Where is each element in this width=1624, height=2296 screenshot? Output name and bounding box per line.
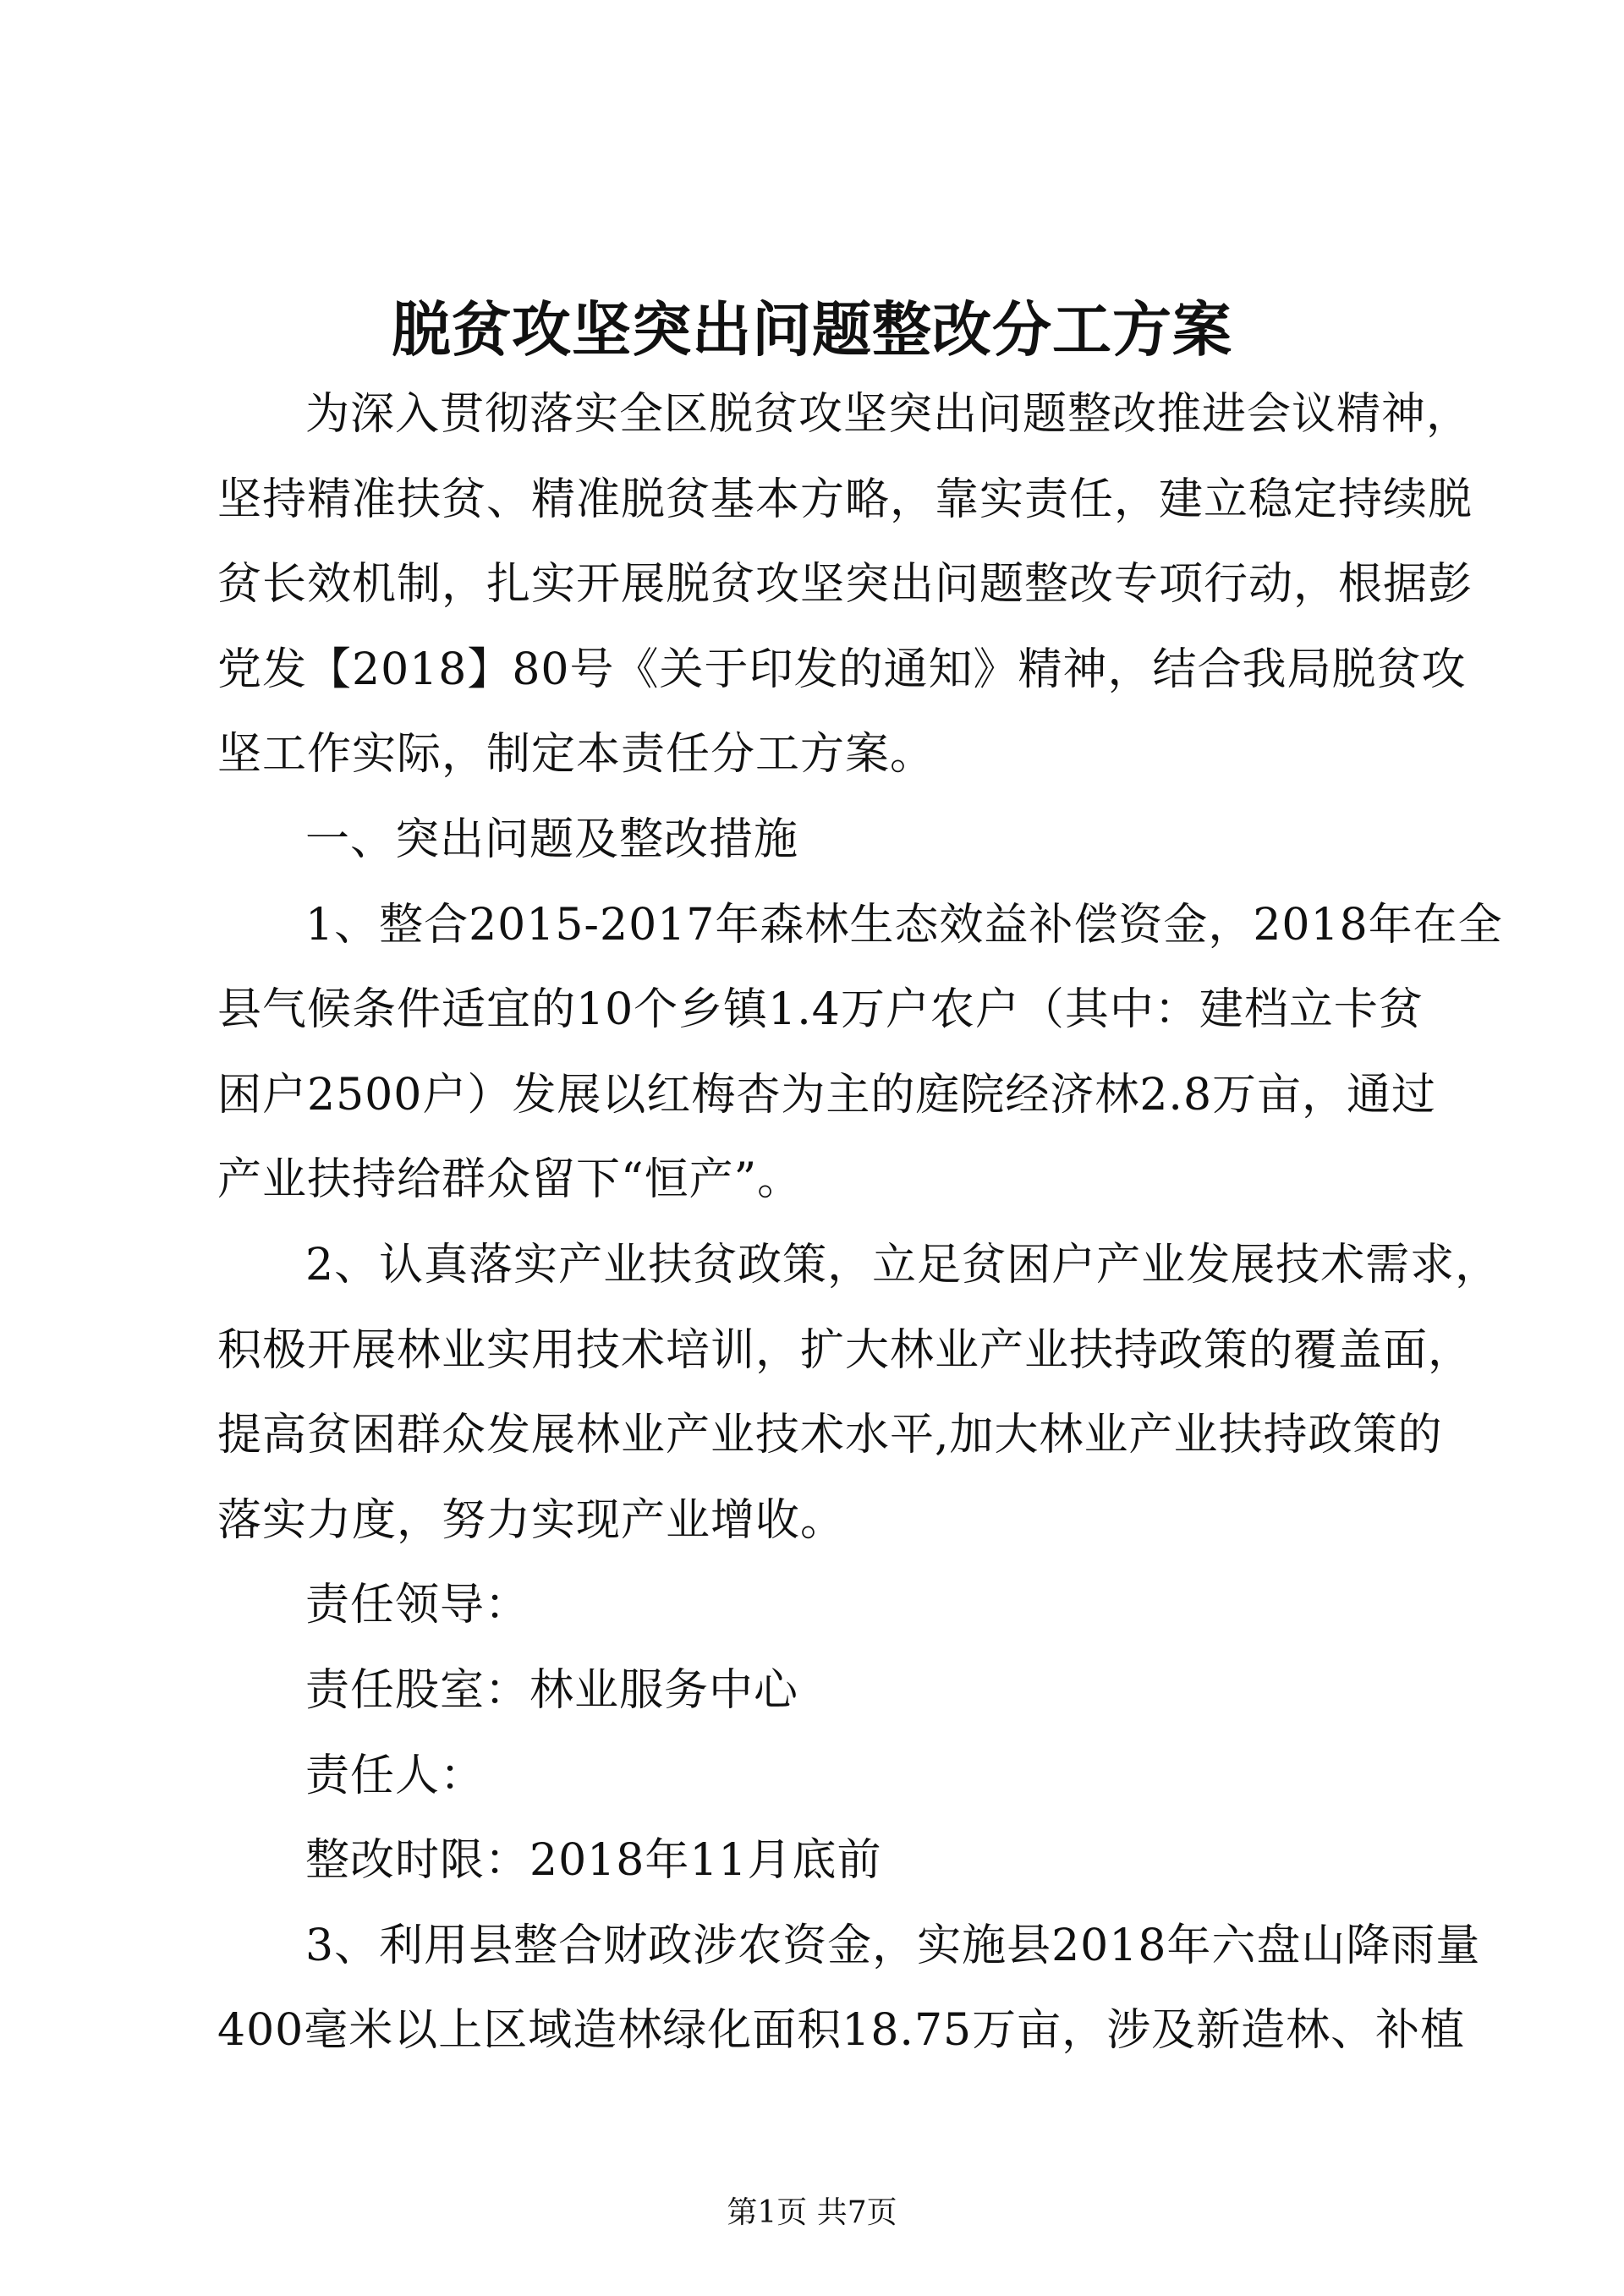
paragraph-line: 坚持精准扶贫、精准脱贫基本方略，靠实责任，建立稳定持续脱 (217, 474, 1473, 525)
paragraph-line: 落实力度，努力实现产业增收。 (217, 1494, 846, 1546)
section-heading: 一、突出问题及整改措施 (305, 814, 799, 865)
paragraph-line: 为深入贯彻落实全区脱贫攻坚突出问题整改推进会议精神， (305, 389, 1472, 440)
document-body (217, 372, 1503, 2074)
paragraph-line: 1、整合2015-2017年森林生态效益补偿资金，2018年在全 (305, 899, 1503, 951)
paragraph-line: 贫长效机制，扎实开展脱贫攻坚突出问题整改专项行动，根据彭 (217, 559, 1473, 611)
paragraph-line: 党发【2018】80号《关于印发的通知》精神，结合我局脱贫攻 (217, 644, 1467, 695)
responsibility-person: 责任人： (305, 1750, 486, 1801)
paragraph-line: 产业扶持给群众留下“恒产”。 (217, 1154, 803, 1206)
paragraph-line: 2、认真落实产业扶贫政策，立足贫困户产业发展技术需求， (305, 1239, 1501, 1290)
rectification-deadline: 整改时限：2018年11月底前 (305, 1835, 882, 1887)
paragraph-line: 坚工作实际，制定本责任分工方案。 (217, 729, 935, 781)
responsibility-leader: 责任领导： (305, 1580, 530, 1631)
document-title: 脱贫攻坚突出问题整改分工方案 (392, 294, 1232, 364)
paragraph-line: 县气候条件适宜的10个乡镇1.4万户农户（其中：建档立卡贫 (217, 984, 1424, 1036)
paragraph-line: 400毫米以上区域造林绿化面积18.75万亩，涉及新造林、补植 (217, 2005, 1466, 2057)
paragraph-line: 积极开展林业实用技术培训，扩大林业产业扶持政策的覆盖面， (217, 1324, 1473, 1376)
paragraph-line: 提高贫困群众发展林业产业技术水平,加大林业产业扶持政策的 (217, 1410, 1443, 1461)
responsibility-office: 责任股室：林业服务中心 (305, 1664, 799, 1716)
paragraph-line: 困户2500户）发展以红梅杏为主的庭院经济林2.8万亩，通过 (217, 1069, 1437, 1121)
paragraph-line: 3、利用县整合财政涉农资金，实施县2018年六盘山降雨量 (305, 1920, 1481, 1971)
page-number-footer: 第1页 共7页 (727, 2195, 897, 2230)
